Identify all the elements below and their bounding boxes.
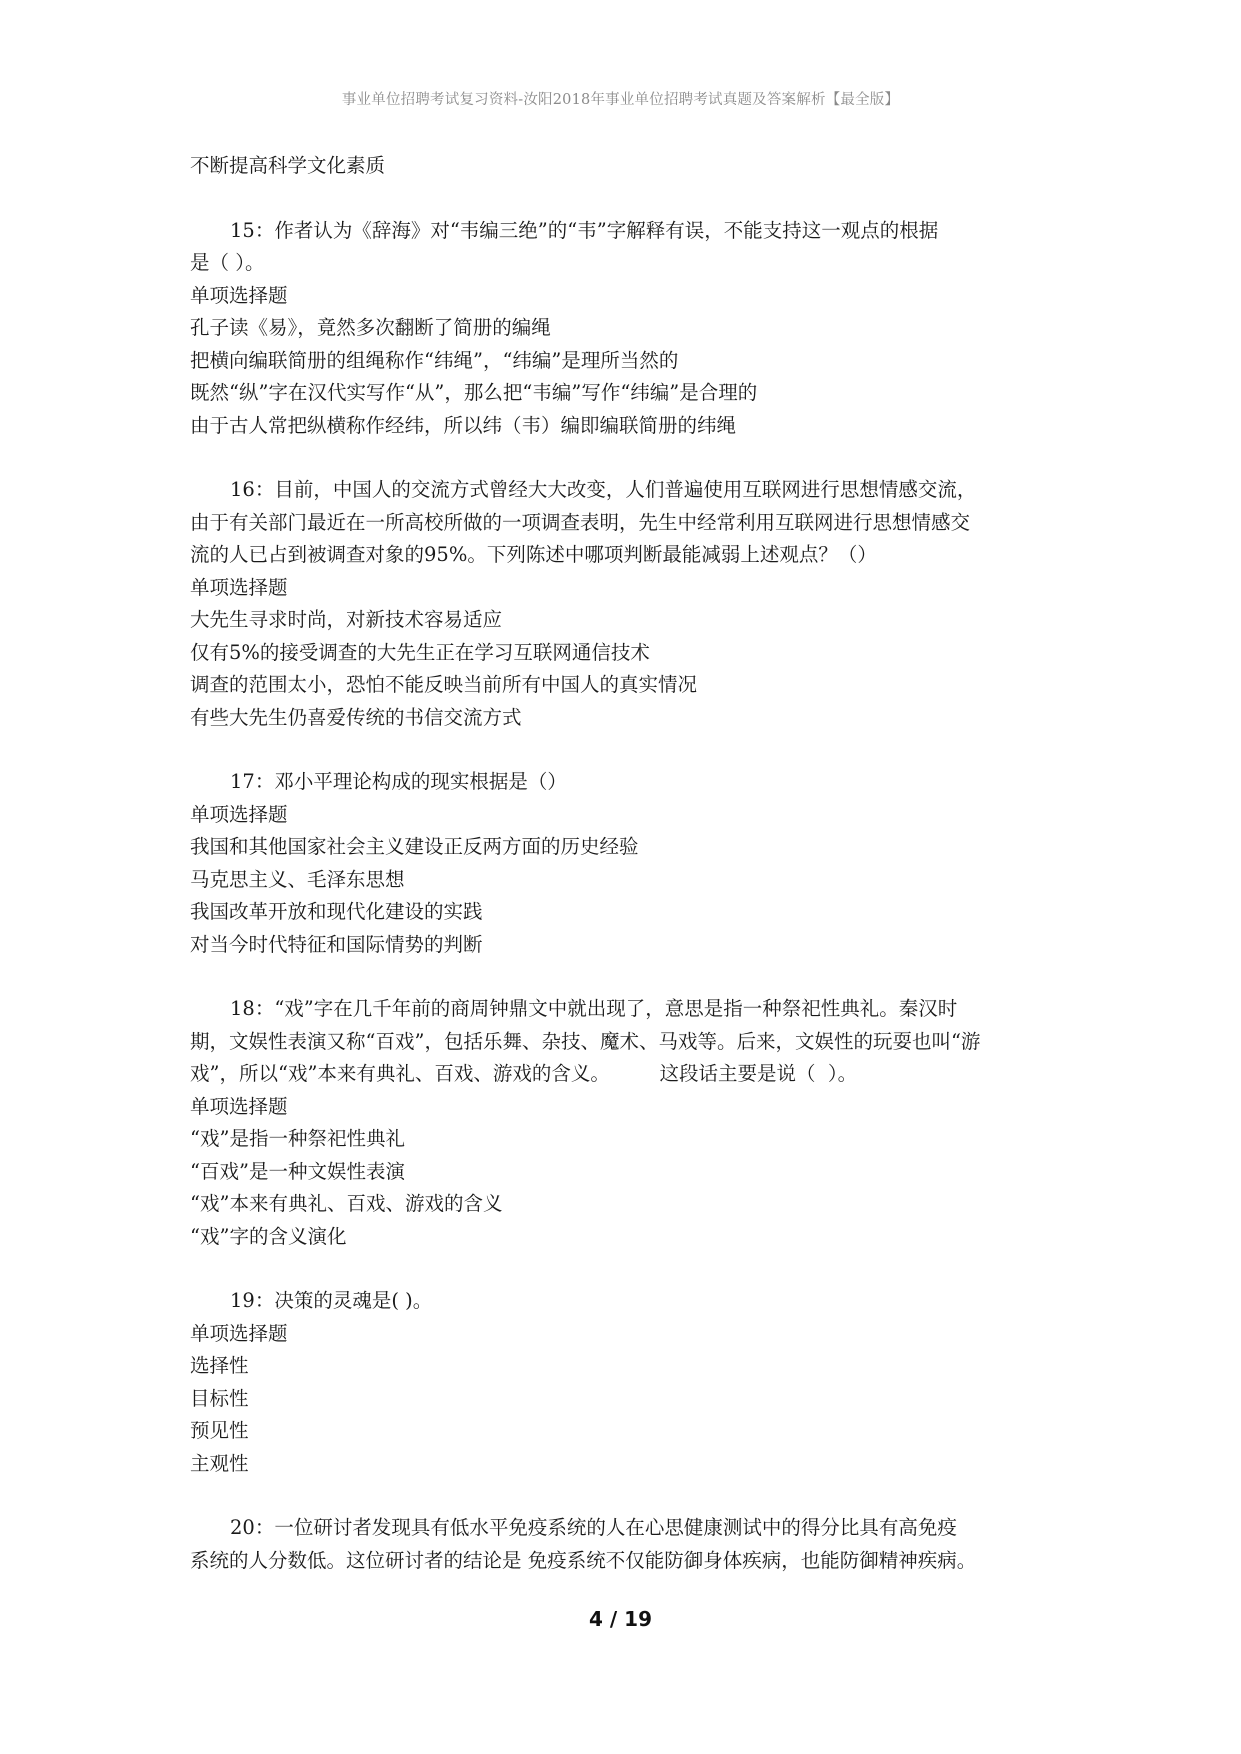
option-a: 大先生寻求时尚，对新技术容易适应 [190, 608, 503, 631]
question-17 [190, 766, 1070, 961]
question-text-line: 16：目前，中国人的交流方式曾经大大改变，人们普遍使用互联网进行思想情感交流， [230, 478, 977, 501]
option-b: 目标性 [190, 1386, 249, 1410]
question-text-line: 17：邓小平理论构成的现实根据是（） [230, 770, 567, 793]
option-b: 仅有5%的接受调查的大先生正在学习互联网通信技术 [190, 640, 650, 664]
question-text-line: 20：一位研讨者发现具有低水平免疫系统的人在心思健康测试中的得分比具有高免疫 [230, 1516, 957, 1539]
question-text-line: 流的人已占到被调查对象的95%。下列陈述中哪项判断最能减弱上述观点？（） [190, 543, 877, 566]
intro-line: 不断提高科学文化素质 [190, 154, 386, 177]
option-c: 调查的范围太小，恐怕不能反映当前所有中国人的真实情况 [190, 673, 698, 696]
question-text-line: 18：“戏”字在几千年前的商周钟鼎文中就出现了，意思是指一种祭祀性典礼。秦汉时 [230, 997, 958, 1020]
question-text-line: 15：作者认为《辞海》对“韦编三绝”的“韦”字解释有误，不能支持这一观点的根据 [230, 218, 939, 242]
option-c: 既然“纵”字在汉代实写作“从”，那么把“韦编”写作“纬编”是合理的 [190, 381, 758, 404]
option-a: 孔子读《易》，竟然多次翻断了简册的编绳 [190, 316, 551, 339]
option-c: 我国改革开放和现代化建设的实践 [190, 900, 483, 923]
question-text-line: 由于有关部门最近在一所高校所做的一项调查表明，先生中经常利用互联网进行思想情感交 [190, 510, 971, 534]
question-text-line: 期，文娱性表演又称“百戏”，包括乐舞、杂技、魔术、马戏等。后来，文娱性的玩耍也叫“游 [190, 1029, 981, 1053]
question-20 [190, 1512, 1070, 1577]
question-type: 单项选择题 [190, 575, 288, 599]
option-c: 预见性 [190, 1419, 249, 1442]
question-type: 单项选择题 [190, 1094, 288, 1118]
option-d: 主观性 [190, 1451, 249, 1475]
question-type: 单项选择题 [190, 802, 288, 826]
option-a: 选择性 [190, 1354, 249, 1377]
option-a: “戏”是指一种祭祀性典礼 [190, 1127, 405, 1150]
option-b: “百戏”是一种文娱性表演 [190, 1159, 405, 1183]
option-d: “戏”字的含义演化 [190, 1224, 347, 1248]
question-type: 单项选择题 [190, 283, 288, 307]
question-19 [190, 1285, 1070, 1480]
question-text-line: 是（ ）。 [190, 251, 265, 274]
page-header: 事业单位招聘考试复习资料-汝阳2018年事业单位招聘考试真题及答案解析【最全版】 [341, 92, 900, 108]
option-d: 由于古人常把纵横称作经纬，所以纬（韦）编即编联简册的纬绳 [190, 413, 737, 437]
question-type: 单项选择题 [190, 1321, 288, 1345]
option-d: 对当今时代特征和国际情势的判断 [190, 932, 483, 956]
document-body [190, 150, 1070, 1577]
option-b: 马克思主义、毛泽东思想 [190, 867, 405, 891]
question-text-line: 19：决策的灵魂是( )。 [230, 1289, 433, 1312]
question-18 [190, 993, 1070, 1253]
option-c: “戏”本来有典礼、百戏、游戏的含义 [190, 1192, 503, 1215]
option-d: 有些大先生仍喜爱传统的书信交流方式 [190, 705, 522, 729]
page-number: 4 / 19 [589, 1607, 652, 1631]
option-a: 我国和其他国家社会主义建设正反两方面的历史经验 [190, 835, 639, 858]
question-text-line: 系统的人分数低。这位研讨者的结论是 免疫系统不仅能防御身体疾病，也能防御精神疾病。 [190, 1548, 977, 1572]
question-text-line: 戏”，所以“戏”本来有典礼、百戏、游戏的含义。 这段话主要是说（ ）。 [190, 1062, 858, 1085]
question-16 [190, 474, 1070, 734]
option-b: 把横向编联简册的组绳称作“纬绳”，“纬编”是理所当然的 [190, 348, 679, 372]
question-15 [190, 215, 1070, 443]
